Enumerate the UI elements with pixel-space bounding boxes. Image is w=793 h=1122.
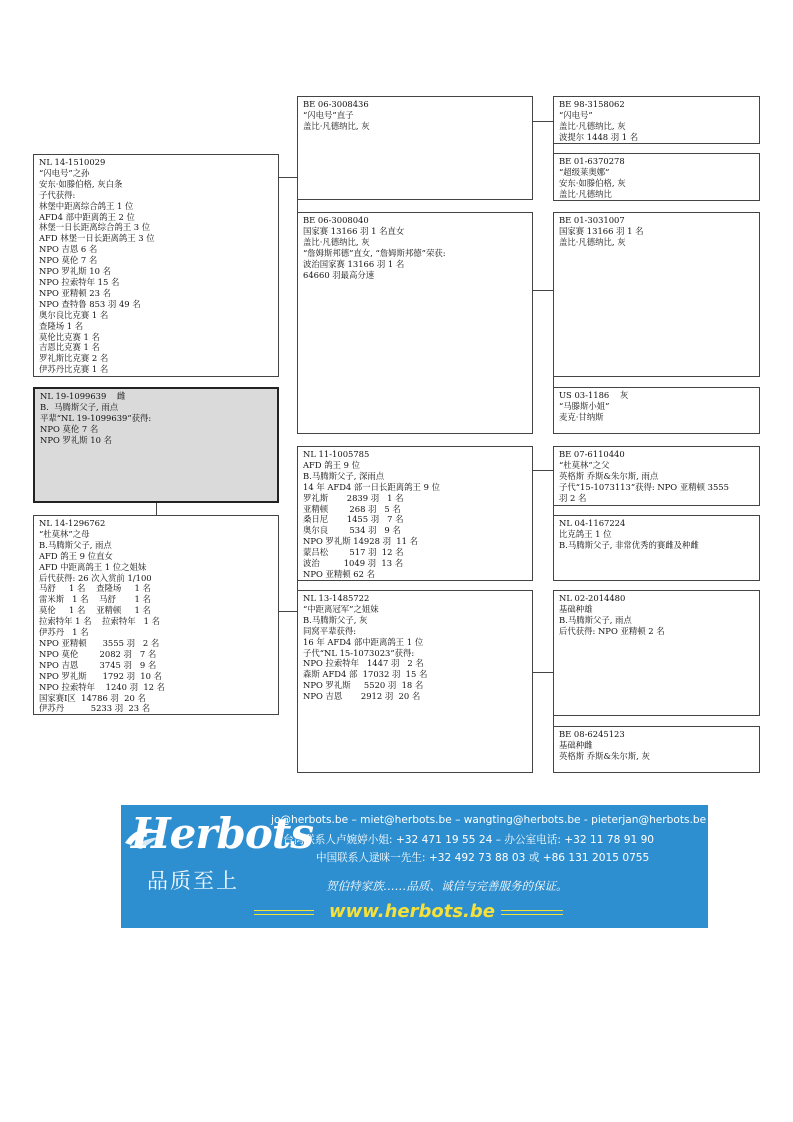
pedigree-line: AFD 鸽王 9 位 xyxy=(303,459,361,470)
pedigree-line: US 03-1186 灰 xyxy=(559,390,629,400)
pedigree-line: NPO 拉索特年 1240 羽 12 名 xyxy=(39,681,166,692)
pedigree-dsd xyxy=(553,515,760,581)
pedigree-line: 羽 2 名 xyxy=(559,492,587,503)
pedigree-line: NPO 拉索特年 1447 羽 2 名 xyxy=(303,658,424,669)
pedigree-line: NPO 罗礼斯 14928 羽 11 名 xyxy=(303,536,418,547)
pedigree-line: 国家赛 13166 羽 1 名 xyxy=(559,225,644,236)
pedigree-dam xyxy=(33,515,279,715)
taiwan-contact: 台湾联系人卢婉婷小姐: +32 471 19 55 24 – 办公室电话: +32 11 78 91 90 xyxy=(283,834,655,846)
divider-left xyxy=(254,914,314,915)
pedigree-line: 比克鸽王 1 位 xyxy=(559,528,612,539)
pedigree-line: B.马腾斯父子, 雨点 xyxy=(559,614,632,625)
pedigree-line: “超级莱奥娜” xyxy=(559,166,610,177)
pedigree-line: NPO 罗礼斯 5520 羽 18 名 xyxy=(303,680,424,691)
connector xyxy=(533,470,553,471)
pedigree-line: 罗礼斯比克赛 2 名 xyxy=(39,353,109,364)
connector xyxy=(279,611,297,612)
china-contact: 中国联系人逯咪一先生: +32 492 73 88 03 或 +86 131 2015 0755 xyxy=(316,852,650,864)
pedigree-line: B.马腾斯父子, 非常优秀的赛雌及种雌 xyxy=(559,539,699,550)
pedigree-line: NPO 亚精顿 62 名 xyxy=(303,568,375,579)
pedigree-line: 伊苏丹 5233 羽 23 名 xyxy=(39,703,151,714)
pedigree-line: “闪电号” xyxy=(559,109,593,120)
pedigree-line: 安东·如滕伯格, 灰白条 xyxy=(39,178,123,189)
pedigree-line: NPO 拉索特年 15 名 xyxy=(39,276,120,287)
connector xyxy=(533,121,553,122)
pedigree-line: NPO 罗礼斯 10 名 xyxy=(39,266,111,277)
pedigree-line: BE 06-3008436 xyxy=(303,99,369,109)
pedigree-line: 林堡一日长距离综合鸽王 3 位 xyxy=(39,222,151,233)
pedigree-line: AFD 林堡一日长距离鸽王 3 位 xyxy=(39,233,155,244)
pedigree-line: 英格斯 乔斯&朱尔斯, 雨点 xyxy=(559,470,659,481)
pedigree-line: 伊苏丹比克赛 1 名 xyxy=(39,364,109,375)
pedigree-line: NPO 亚精顿 23 名 xyxy=(39,287,111,298)
slogan: 品质至上 xyxy=(147,869,239,893)
pedigree-ssd xyxy=(553,153,760,201)
pedigree-line: 蒙吕松 517 羽 12 名 xyxy=(303,547,404,558)
pedigree-line: 罗礼斯 2839 羽 1 名 xyxy=(303,492,404,503)
pedigree-line: 盖比·凡德纳比, 灰 xyxy=(559,120,626,131)
pedigree-line: NL 19-1099639 雌 xyxy=(40,391,126,401)
pedigree-line: BE 01-3031007 xyxy=(559,215,625,225)
pedigree-line: NPO 查特鲁 853 羽 49 名 xyxy=(39,298,141,309)
pedigree-sdd xyxy=(553,387,760,434)
pedigree-line: NPO 罗礼斯 1792 羽 10 名 xyxy=(39,670,162,681)
pedigree-ddd xyxy=(553,726,760,773)
pedigree-line: 奥尔良 534 羽 9 名 xyxy=(303,525,401,536)
pedigree-line: “闪电号”之孙 xyxy=(39,167,90,178)
quality-quote: 贺伯特家族……品质、诚信与完善服务的保证。 xyxy=(326,879,568,893)
pedigree-line: “詹姆斯邦德”直女, “詹姆斯邦德”荣获: xyxy=(303,247,446,258)
connector xyxy=(533,290,553,291)
pedigree-line: B. 马腾斯父子, 雨点 xyxy=(40,401,119,412)
pedigree-line: 波提尔 1448 羽 1 名 xyxy=(559,131,639,142)
pedigree-line: 雷米斯 1 名 马舒 1 名 xyxy=(39,594,151,605)
pedigree-line: NPO 莫伦 2082 羽 7 名 xyxy=(39,648,157,659)
pedigree-line: 16 年 AFD4 部中距离鸽王 1 位 xyxy=(303,636,424,647)
pedigree-line: 马舒 1 名 查隆场 1 名 xyxy=(39,583,151,594)
pedigree-line: 安东·如滕伯格, 灰 xyxy=(559,177,626,188)
pedigree-line: BE 06-3008040 xyxy=(303,215,369,225)
pedigree-line: NL 02-2014480 xyxy=(559,593,626,603)
pedigree-line: 桑日尼 1455 羽 7 名 xyxy=(303,514,404,525)
pedigree-line: B.马腾斯父子, 深雨点 xyxy=(303,470,385,481)
pedigree-line: NPO 吉恩 3745 羽 9 名 xyxy=(39,659,157,670)
pedigree-line: “杜莫林”之母 xyxy=(39,528,90,539)
connector xyxy=(533,672,553,673)
pedigree-line: 吉恩比克赛 1 名 xyxy=(39,342,100,353)
pedigree-sds xyxy=(553,212,760,377)
pedigree-line: 14 年 AFD4 部一日长距离鸽王 9 位 xyxy=(303,481,440,492)
divider-right xyxy=(501,910,563,911)
pedigree-line: 麦克·甘纳斯 xyxy=(559,411,604,422)
pedigree-line: NL 11-1005785 xyxy=(303,449,370,459)
pedigree-line: 查隆场 1 名 xyxy=(39,320,84,331)
pedigree-dss xyxy=(553,446,760,506)
pedigree-line: NPO 吉恩 2912 羽 20 名 xyxy=(303,691,421,702)
pedigree-line: NPO 罗礼斯 10 名 xyxy=(40,434,112,445)
pedigree-line: 伊苏丹 1 名 xyxy=(39,627,89,638)
connector xyxy=(279,177,297,178)
pedigree-line: NL 14-1510029 xyxy=(39,157,106,167)
pedigree-sire-sire xyxy=(297,96,533,200)
pedigree-dam-dam xyxy=(297,590,533,773)
pedigree-line: BE 01-6370278 xyxy=(559,156,625,166)
pedigree-line: NPO 莫伦 7 名 xyxy=(39,255,98,266)
pedigree-line: 国家赛 13166 羽 1 名直女 xyxy=(303,225,405,236)
pedigree-line: 盖比·凡德纳比, 灰 xyxy=(559,236,626,247)
pedigree-line: 莫伦 1 名 亚精顿 1 名 xyxy=(39,605,151,616)
pedigree-line: 盖比·凡德纳比 xyxy=(559,188,612,199)
pedigree-line: 盖比·凡德纳比, 灰 xyxy=(303,120,370,131)
pedigree-line: NPO 莫伦 7 名 xyxy=(40,423,99,434)
pedigree-line: “马滕斯小姐” xyxy=(559,400,610,411)
pedigree-line: 亚精顿 268 羽 5 名 xyxy=(303,503,401,514)
pedigree-line: 盖比·凡德纳比, 灰 xyxy=(303,236,370,247)
pedigree-sire xyxy=(33,154,279,377)
pedigree-line: 基础种雌 xyxy=(559,739,593,750)
pedigree-line: “杜莫林”之父 xyxy=(559,459,610,470)
website-link[interactable]: www.herbots.be xyxy=(329,901,495,922)
pedigree-dam-sire xyxy=(297,446,533,581)
pedigree-line: NL 04-1167224 xyxy=(559,518,626,528)
pedigree-line: NL 13-1485722 xyxy=(303,593,370,603)
pedigree-line: 同窝平辈获得: xyxy=(303,625,357,636)
pedigree-line: 后代获得: 26 次入赏前 1/100 xyxy=(39,572,152,583)
pedigree-sire-dam xyxy=(297,212,533,434)
pedigree-line: NL 14-1296762 xyxy=(39,518,106,528)
pedigree-line: 子代“NL 15-1073023”获得: xyxy=(303,647,415,658)
divider-right xyxy=(501,914,563,915)
pedigree-line: 林堡中距离综合鸽王 1 位 xyxy=(39,200,134,211)
herbots-banner xyxy=(121,805,708,928)
pedigree-subject xyxy=(33,387,279,503)
pedigree-line: 奥尔良比克赛 1 名 xyxy=(39,309,109,320)
pedigree-sss xyxy=(553,96,760,144)
pedigree-line: 基础种雄 xyxy=(559,603,593,614)
pedigree-line: BE 98-3158062 xyxy=(559,99,625,109)
pedigree-line: “中距离冠军”之姐妹 xyxy=(303,603,379,614)
pedigree-line: BE 07-6110440 xyxy=(559,449,625,459)
pedigree-line: B.马腾斯父子, 灰 xyxy=(303,614,368,625)
pedigree-line: 子代“15-1073113”获得: NPO 亚精顿 3555 xyxy=(559,481,729,492)
pedigree-line: 莫伦比克赛 1 名 xyxy=(39,331,100,342)
pedigree-line: 波治国家赛 13166 羽 1 名 xyxy=(303,258,405,269)
pedigree-line: AFD 鸽王 9 位直女 xyxy=(39,550,113,561)
pedigree-line: NPO 亚精顿 3555 羽 2 名 xyxy=(39,637,160,648)
pedigree-line: 国家赛Ⅰ区 14786 羽 20 名 xyxy=(39,692,146,703)
connector xyxy=(156,503,157,515)
pedigree-line: AFD4 部中距离鸽王 2 位 xyxy=(39,211,135,222)
pedigree-line: 拉索特年 1 名 拉索特年 1 名 xyxy=(39,616,161,627)
pedigree-line: 子代获得: xyxy=(39,189,76,200)
pedigree-dds xyxy=(553,590,760,716)
pedigree-line: BE 08-6245123 xyxy=(559,729,625,739)
pedigree-line: B.马腾斯父子, 雨点 xyxy=(39,539,112,550)
pedigree-line: 森斯 AFD4 部 17032 羽 15 名 xyxy=(303,669,428,680)
pedigree-line: NPO 吉恩 6 名 xyxy=(39,244,98,255)
pedigree-line: AFD 中距离鸽王 1 位之姐妹 xyxy=(39,561,147,572)
pedigree-line: 平辈“NL 19-1099639”获得: xyxy=(40,412,152,423)
brand-logo: Herbots xyxy=(131,809,313,858)
divider-left xyxy=(254,910,314,911)
pedigree-line: “闪电号”直子 xyxy=(303,109,354,120)
pedigree-line: 波治 1049 羽 13 名 xyxy=(303,558,404,569)
pedigree-line: 英格斯 乔斯&朱尔斯, 灰 xyxy=(559,750,650,761)
contact-emails: jo@herbots.be – miet@herbots.be – wangting@herbots.be - pieterjan@herbots.be xyxy=(271,814,707,826)
pedigree-line: 64660 羽最高分速 xyxy=(303,269,375,280)
pedigree-line: 后代获得: NPO 亚精顿 2 名 xyxy=(559,625,665,636)
